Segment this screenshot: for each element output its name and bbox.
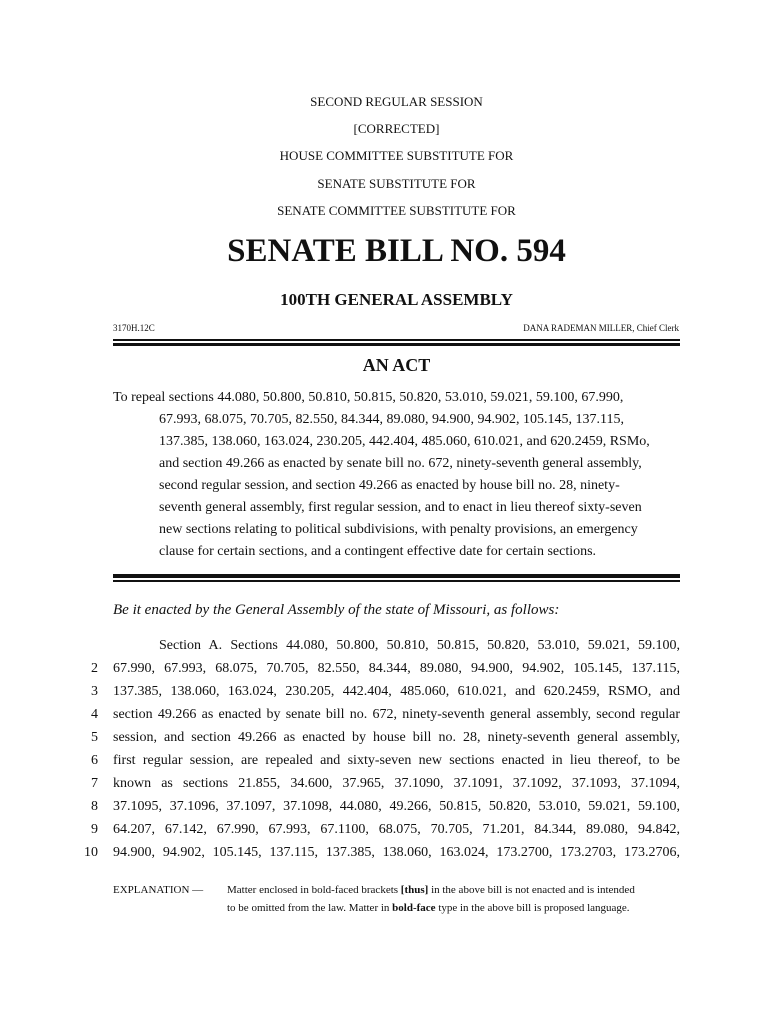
divider-bottom-thick <box>113 574 680 578</box>
line-number: 8 <box>91 799 98 814</box>
divider-bottom <box>113 580 680 582</box>
explanation-line-1 <box>227 884 635 896</box>
enacting-clause: Be it enacted by the General Assembly of the state of Missouri, as follows: <box>113 602 560 618</box>
act-line: 137.385, 138.060, 163.024, 230.205, 442.404, 485.060, 610.021, and 620.2459, RSMo, <box>159 434 650 449</box>
explanation-text: to be omitted from the law. Matter in <box>227 902 393 914</box>
section-line: section 49.266 as enacted by senate bill no. 672, ninety-seventh general assembly, second regular <box>113 707 680 722</box>
explanation-line-2 <box>227 902 630 914</box>
section-line: first regular session, are repealed and sixty-seven new sections enacted in lieu thereof, to be <box>113 753 680 768</box>
session-label: SECOND REGULAR SESSION <box>310 94 483 109</box>
divider-top <box>113 339 680 341</box>
line-number: 4 <box>91 707 98 722</box>
corrected-label: [CORRECTED] <box>353 121 440 136</box>
explanation-text: in the above bill is not enacted and is intended <box>428 884 635 896</box>
line-number: 10 <box>84 845 98 860</box>
line-number: 5 <box>91 730 98 745</box>
act-line: second regular session, and section 49.266 as enacted by house bill no. 28, ninety- <box>159 478 620 493</box>
explanation-text: type in the above bill is proposed language. <box>435 902 630 914</box>
act-heading: AN ACT <box>362 355 431 375</box>
section-line: 37.1095, 37.1096, 37.1097, 37.1098, 44.080, 49.266, 50.815, 50.820, 53.010, 59.021, 59.100, <box>113 799 680 814</box>
bill-title: SENATE BILL NO. 594 <box>227 233 566 269</box>
section-line: 137.385, 138.060, 163.024, 230.205, 442.404, 485.060, 610.021, and 620.2459, RSMO, and <box>113 684 680 699</box>
act-line: 67.993, 68.075, 70.705, 82.550, 84.344, 89.080, 94.900, 94.902, 105.145, 137.115, <box>159 412 624 427</box>
document-code: 3170H.12C <box>113 323 155 333</box>
act-line: and section 49.266 as enacted by senate bill no. 672, ninety-seventh general assembly, <box>159 456 642 471</box>
explanation-label: EXPLANATION — <box>113 884 204 896</box>
line-number: 6 <box>91 753 98 768</box>
section-line: known as sections 21.855, 34.600, 37.965, 37.1090, 37.1091, 37.1092, 37.1093, 37.1094, <box>113 776 680 791</box>
act-line: clause for certain sections, and a contingent effective date for certain sections. <box>159 544 597 559</box>
divider-top-thick <box>113 343 680 346</box>
explanation-text: Matter enclosed in bold-faced brackets <box>227 884 401 896</box>
line-number: 9 <box>91 822 98 837</box>
section-line: 67.990, 67.993, 68.075, 70.705, 82.550, 84.344, 89.080, 94.900, 94.902, 105.145, 137.115, <box>113 661 680 676</box>
explanation-bracket-example: [thus] <box>400 884 429 896</box>
section-line: session, and section 49.266 as enacted by house bill no. 28, ninety-seventh general assembly, <box>113 730 680 745</box>
chief-clerk: DANA RADEMAN MILLER, Chief Clerk <box>523 323 679 333</box>
section-line: Section A. Sections 44.080, 50.800, 50.810, 50.815, 50.820, 53.010, 59.021, 59.100, <box>159 638 680 653</box>
section-line: 94.900, 94.902, 105.145, 137.115, 137.385, 138.060, 163.024, 173.2700, 173.2703, 173.2706, <box>113 845 680 860</box>
line-number: 7 <box>91 776 98 791</box>
act-line: To repeal sections 44.080, 50.800, 50.810, 50.815, 50.820, 53.010, 59.021, 59.100, 67.990, <box>113 390 624 405</box>
assembly-label: 100TH GENERAL ASSEMBLY <box>280 290 513 309</box>
substitute-line-3: SENATE COMMITTEE SUBSTITUTE FOR <box>277 203 516 218</box>
line-number: 3 <box>91 684 98 699</box>
act-line: seventh general assembly, first regular session, and to enact in lieu thereof sixty-seven <box>159 500 642 515</box>
explanation-bold-example: bold-face <box>392 902 436 914</box>
substitute-line-2: SENATE SUBSTITUTE FOR <box>317 176 476 191</box>
line-number: 2 <box>91 661 98 676</box>
substitute-line-1: HOUSE COMMITTEE SUBSTITUTE FOR <box>279 148 514 163</box>
section-line: 64.207, 67.142, 67.990, 67.993, 67.1100, 68.075, 70.705, 71.201, 84.344, 89.080, 94.842, <box>113 822 680 837</box>
act-line: new sections relating to political subdivisions, with penalty provisions, an emergency <box>159 522 638 537</box>
